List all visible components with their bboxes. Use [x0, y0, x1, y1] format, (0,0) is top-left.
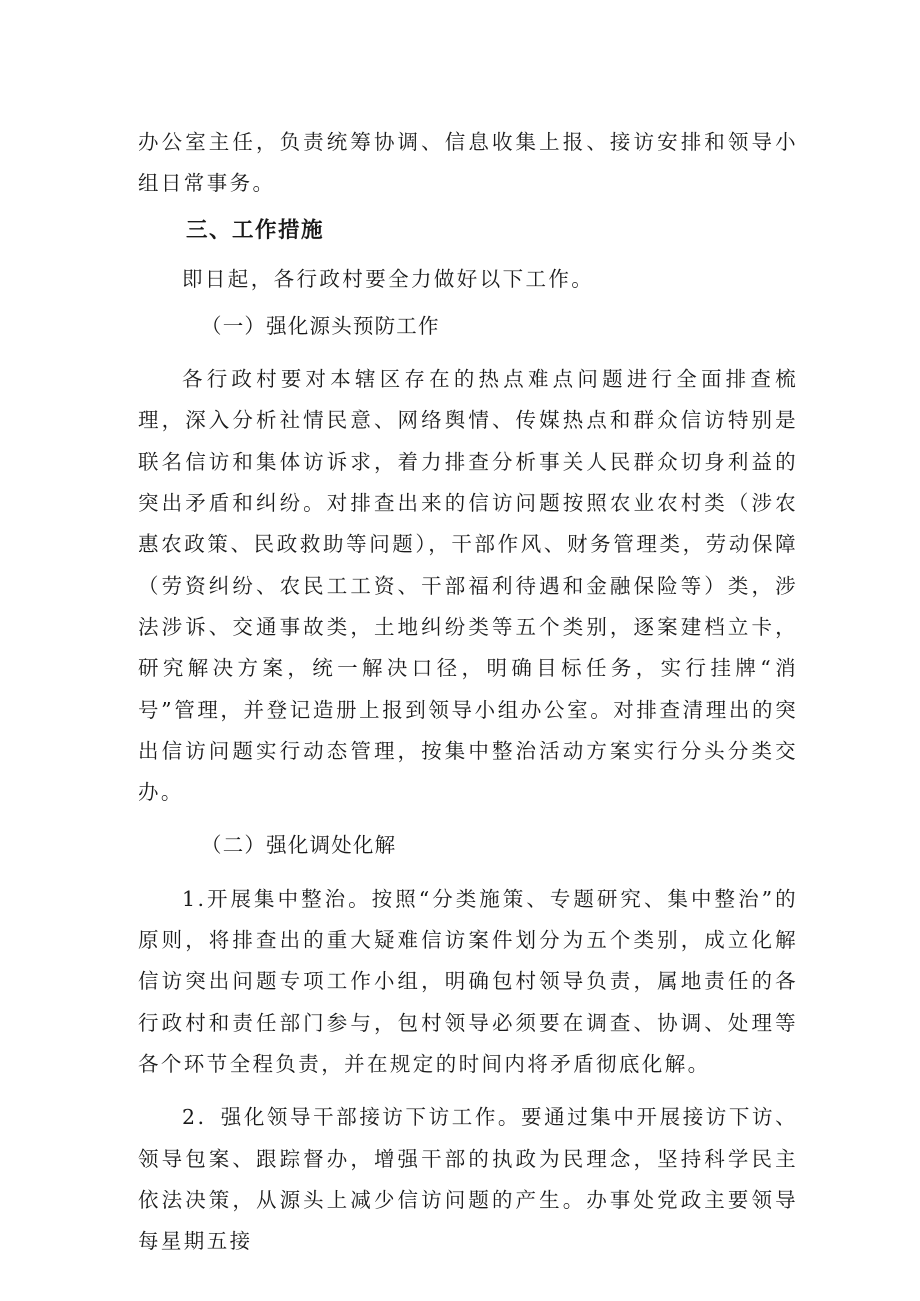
paragraph-continued: 办公室主任，负责统筹协调、信息收集上报、接访安排和领导小组日常事务。 — [138, 130, 798, 196]
paragraph-source-prevention: 各行政村要对本辖区存在的热点难点问题进行全面排查梳理，深入分析社情民意、网络舆情、传媒热点和群众信访特别是联名信访和集体访诉求，着力排查分析事关人民群众切身利益的突出矛盾和纠纷。对排查出来的信访问题按照农业农村类（涉农惠农政策、民政救助等问题），干部作风、财务管理类，劳动保障（劳资纠纷、农民工工资、干部福利待遇和金融保险等）类，涉法涉诉、交通事故类，土地纠纷类等五个类别，逐案建档立卡，研究解决方案，统一解决口径，明确目标任务，实行挂牌“消号”管理，并登记造册上报到领导小组办公室。对排查清理出的突出信访问题实行动态管理，按集中整治活动方案实行分头分类交办。 — [138, 367, 798, 805]
paragraph-concentrated-rectification: 1.开展集中整治。按照“分类施策、专题研究、集中整治”的原则，将排查出的重大疑难信访案件划分为五个类别，成立化解信访突出问题专项工作小组，明确包村领导负责，属地责任的各行政村和责任部门参与，包村领导必须要在调查、协调、处理等各个环节全程负责，并在规定的时间内将矛盾彻底化解。 — [138, 886, 798, 1076]
paragraph-leader-visits: 2．强化领导干部接访下访工作。要通过集中开展接访下访、领导包案、跟踪督办，增强干部的执政为民理念，坚持科学民主依法决策，从源头上减少信访问题的产生。办事处党政主要领导每星期五接 — [138, 1105, 798, 1254]
document-body — [138, 122, 798, 1262]
subheading-source-prevention: （一）强化源头预防工作 — [201, 313, 440, 338]
intro-paragraph: 即日起，各行政村要全力做好以下工作。 — [182, 266, 595, 291]
subheading-mediation: （二）强化调处化解 — [201, 833, 397, 858]
section-heading-work-measures: 三、工作措施 — [186, 217, 325, 243]
